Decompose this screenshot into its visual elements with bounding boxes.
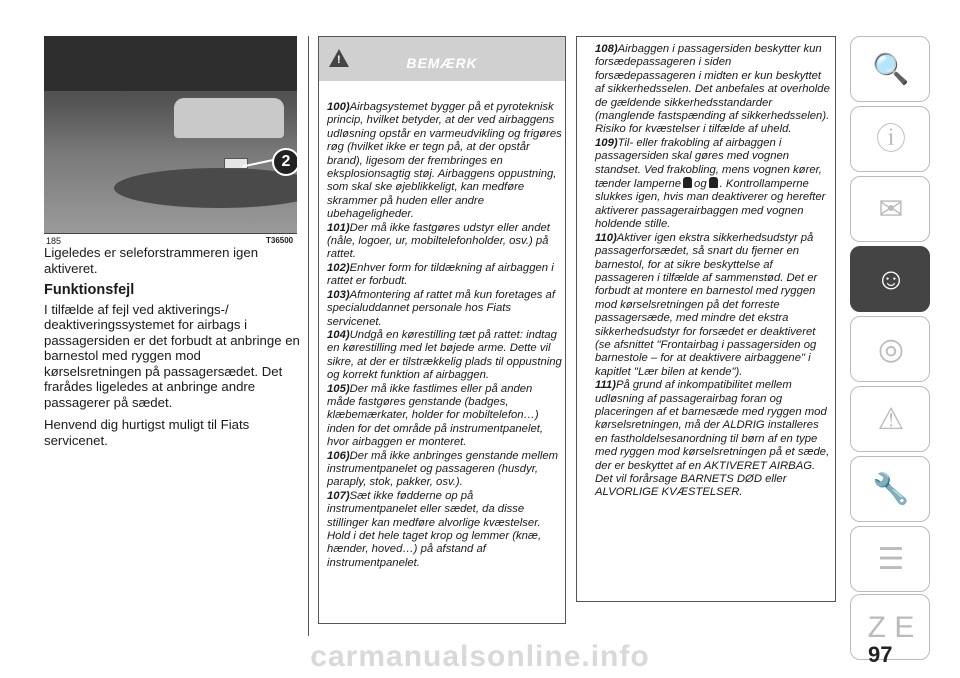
tab-technical-data[interactable]	[850, 526, 930, 592]
page-number: 97	[868, 642, 893, 667]
tab-warning-lights[interactable]	[850, 176, 930, 242]
callout-number: 2	[272, 148, 297, 176]
car-info-icon: ⓘ	[876, 123, 906, 156]
figure-photo-roof-console	[44, 36, 297, 233]
roof-lining	[44, 36, 297, 91]
warning-lights-icon: ✉	[878, 193, 904, 226]
tab-car-info[interactable]	[850, 106, 930, 172]
tab-emergency[interactable]	[850, 386, 930, 452]
tab-servicing[interactable]	[850, 456, 930, 522]
steering-wheel-icon: ◎	[877, 333, 905, 366]
passenger-airbag-off-lamp-icon	[683, 177, 692, 188]
note-107: 107)Sæt ikke fødderne op på instrumentpanelet eller sædet, da disse stillinger kan medføre alvorlige kvæstelser. Hold i det hele taget krop og lemmer (knæ, hænder, hoved…) på afstand af instrumentpanelet.	[327, 489, 542, 569]
note-110: 110)Aktiver igen ekstra sikkerhedsudstyr på passagerforsædet, så snart du fjerner en barnestol, for at sikre beskyttelse af passageren i tilfælde af sammenstød. Det er forbudt at montere en barnestol med ryggen mod kørselsretningen på det forreste passagersæde, med mindre det ekstra sikkerhedsudstyr for forsædet er deaktiveret (se afsnittet "Frontairbag i passagersiden og barnestole – for at deaktivere airbaggene" i kapitlet "Lær bilen at kende").	[595, 231, 818, 378]
note-100: 100)Airbagsystemet bygger på et pyroteknisk princip, hvilket betyder, at der ved airbaggens udløsning opstår en varmeudvikling og frigøres røg (hvilket ikke er tegn på, at der opstår brand), ligesom der frembringes en eksplosionsagtig støj. Airbaggens oppustning, som skal ske øjeblikkeligt, kan medføre skrammer på huden eller andre ubehageligheder.	[327, 101, 562, 221]
index-letters-icon: Z E	[867, 611, 915, 644]
note-106: 106)Der må ikke anbringes genstande mellem instrumentpanelet og passageren (husdyr, paraply, stok, pakker, osv.).	[327, 449, 559, 489]
column-divider	[308, 36, 309, 636]
note-108: 108)Airbaggen i passagersiden beskytter kun forsædepassageren i siden forsædepassageren i midten er kun beskyttet af sikkerhedsselen. Det anbefales at overholde de gældende sikkerhedsstandarder (manglende fastspænding af sikkerhedsselen). Risiko for kvæstelser i tilfælde af uheld.	[595, 43, 830, 136]
paragraph-malfunction: I tilfælde af fejl ved aktiverings-/ deaktiveringssystemet for airbags i passagersiden er det forbudt at anbringe en barnestol med ryggen mod kørselsretningen på passagersædet. Det frarådes ligeledes at anbringe andre passagerer på sædet.	[44, 301, 300, 410]
left-column-text	[44, 245, 300, 455]
airbag-indicator-unit	[224, 158, 248, 169]
figure-code: T36500	[266, 236, 294, 245]
airbag-fault-lamp-icon	[709, 177, 718, 188]
tab-car-search[interactable]	[850, 36, 930, 102]
note-101: 101)Der må ikke fastgøres udstyr eller andet (nåle, logoer, ur, mobiltelefonholder, osv.) på rattet.	[327, 221, 550, 261]
rear-view-mirror	[114, 168, 297, 208]
warning-notes	[327, 101, 563, 570]
car-search-icon: 🔍	[872, 53, 910, 86]
note-111: 111)På grund af inkompatibilitet mellem udløsning af passagerairbag foran og placeringen af et barnesæde med ryggen mod kørselsretningen, må der ALDRIG installeres en fastholdelsesanordning til børn af en type med ryggen mod kørselsretningen på et sæde, der er beskyttet af en AKTIVERET AIRBAG. Det vil forårsage BARNETS DØD eller ALVORLIGE KVÆSTELSER.	[595, 379, 830, 499]
note-105: 105)Der må ikke fastlimes eller på anden måde fastgøres genstande (badges, klæbemærkater, holder for mobiltelefon…) inden for det område på instrumentpanelet, hvor airbaggen er monteret.	[327, 382, 544, 449]
technical-data-icon: ☰	[877, 543, 905, 576]
seatbelt-airbag-icon: ☺	[875, 263, 907, 296]
note-103: 103)Afmontering af rattet må kun foretages af specialuddannet personale hos Fiats servicenet.	[327, 288, 555, 328]
warning-triangle-icon: !	[329, 49, 349, 67]
tab-starting-driving[interactable]	[850, 316, 930, 382]
roof-console	[174, 98, 284, 138]
note-109: 109)Til- eller frakobling af airbaggen i passagersiden skal gøres med vognen standset. Ved frakobling, mens vognen kører, tænder lamperne og . Kontrollamperne slukkes igen, hvis man deaktiverer og herefter aktiverer passagerairbaggen med vognen holdende stille.	[595, 136, 826, 231]
warning-box-title: BEMÆRK	[406, 55, 478, 71]
warning-box	[318, 36, 566, 624]
note-102: 102)Enhver form for tildækning af airbaggen i rattet er forbudt.	[327, 261, 554, 288]
note-104: 104)Undgå en kørestilling tæt på rattet: indtag en kørestilling med let bøjede arme. Dette vil sikre, at der er tilstrækkelig plads til oppustning og korrekt funktion af airbaggen.	[327, 328, 562, 382]
car-service-icon: 🔧	[872, 473, 910, 506]
car-warning-icon: ⚠	[877, 403, 905, 436]
warning-box-header	[319, 37, 565, 81]
figure-number: 185	[46, 236, 62, 246]
figure-caption-rule	[44, 233, 297, 234]
paragraph-service: Henvend dig hurtigst muligt til Fiats servicenet.	[44, 417, 250, 448]
paragraph-belt-tensioner: Ligeledes er seleforstrammeren igen aktiveret.	[44, 245, 259, 276]
tab-safety[interactable]	[850, 246, 930, 312]
warning-notes-continued	[595, 43, 831, 500]
section-heading: Funktionsfejl	[44, 282, 135, 298]
watermark: carmanualsonline.info	[310, 640, 650, 673]
warning-box-continued	[576, 36, 836, 602]
